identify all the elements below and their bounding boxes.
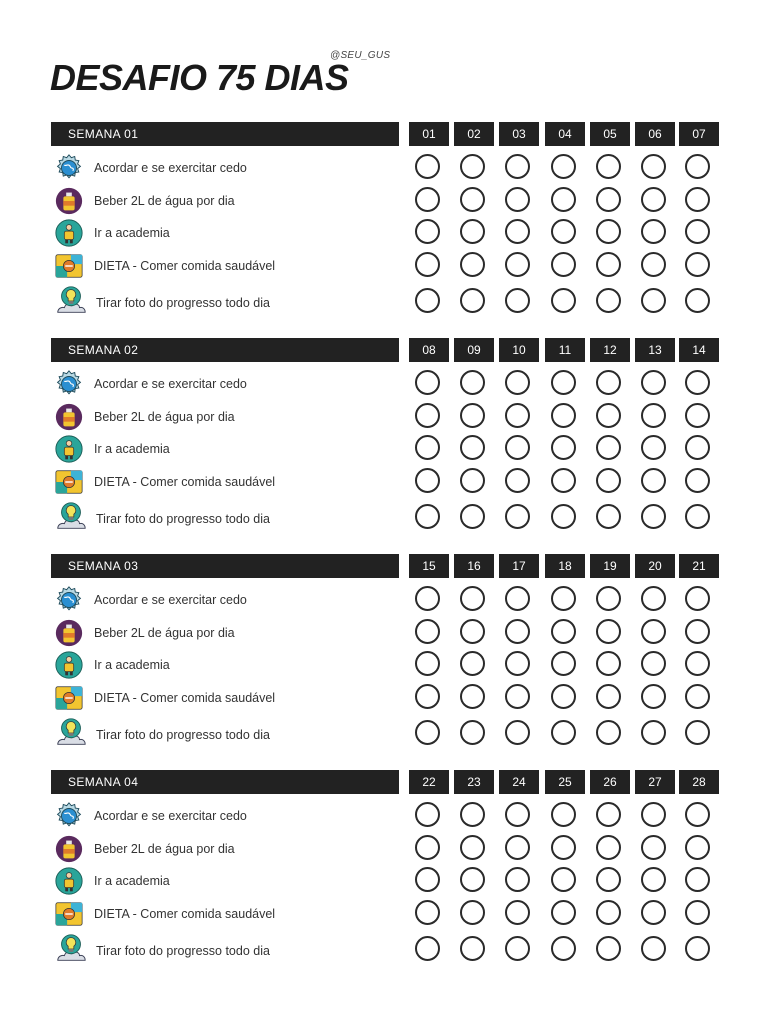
day-checkbox[interactable] (685, 187, 710, 212)
day-checkbox[interactable] (460, 219, 485, 244)
day-checkbox[interactable] (551, 288, 576, 313)
task-label: Ir a academia (94, 658, 170, 672)
task-label: Tirar foto do progresso todo dia (96, 728, 270, 742)
day-checkbox[interactable] (460, 403, 485, 428)
day-checkbox[interactable] (596, 900, 621, 925)
day-checkbox[interactable] (596, 867, 621, 892)
water-bottle-icon (53, 834, 85, 864)
task-row (51, 834, 719, 867)
week-label: SEMANA 04 (51, 770, 399, 794)
day-checkbox[interactable] (641, 684, 666, 709)
day-checkbox[interactable] (551, 651, 576, 676)
day-checkbox[interactable] (460, 435, 485, 460)
day-checkbox[interactable] (505, 900, 530, 925)
day-number: 12 (590, 338, 630, 362)
day-checkbox[interactable] (551, 720, 576, 745)
task-label: Ir a academia (94, 226, 170, 240)
task-label: Beber 2L de água por dia (94, 410, 235, 424)
day-checkbox[interactable] (685, 651, 710, 676)
day-number: 06 (635, 122, 675, 146)
water-bottle-icon (53, 186, 85, 216)
day-checkbox[interactable] (685, 219, 710, 244)
week-section (51, 338, 719, 526)
day-checkbox[interactable] (551, 684, 576, 709)
day-checkbox[interactable] (685, 835, 710, 860)
day-checkbox[interactable] (505, 370, 530, 395)
day-checkbox[interactable] (415, 802, 440, 827)
day-checkbox[interactable] (596, 252, 621, 277)
day-number: 28 (679, 770, 719, 794)
day-checkbox[interactable] (685, 154, 710, 179)
day-number: 09 (454, 338, 494, 362)
day-number: 01 (409, 122, 449, 146)
day-checkbox[interactable] (505, 504, 530, 529)
day-number: 25 (545, 770, 585, 794)
task-row (51, 467, 719, 500)
day-checkbox[interactable] (685, 586, 710, 611)
day-checkbox[interactable] (415, 219, 440, 244)
day-checkbox[interactable] (596, 288, 621, 313)
task-label: Acordar e se exercitar cedo (94, 593, 247, 607)
day-checkbox[interactable] (685, 619, 710, 644)
day-checkbox[interactable] (641, 504, 666, 529)
day-checkbox[interactable] (641, 651, 666, 676)
day-checkbox[interactable] (596, 619, 621, 644)
day-checkbox[interactable] (641, 802, 666, 827)
lightbulb-idea-icon (53, 284, 85, 314)
day-checkbox[interactable] (505, 835, 530, 860)
task-label: DIETA - Comer comida saudável (94, 475, 276, 489)
day-checkbox[interactable] (505, 219, 530, 244)
task-label: Ir a academia (94, 442, 170, 456)
gym-person-icon (53, 866, 85, 896)
gear-globe-icon (53, 585, 85, 615)
day-checkbox[interactable] (596, 684, 621, 709)
day-checkbox[interactable] (551, 403, 576, 428)
water-bottle-icon (53, 402, 85, 432)
day-checkbox[interactable] (415, 936, 440, 961)
lightbulb-idea-icon (53, 500, 85, 530)
day-checkbox[interactable] (596, 835, 621, 860)
day-checkbox[interactable] (596, 504, 621, 529)
day-checkbox[interactable] (685, 684, 710, 709)
day-checkbox[interactable] (460, 684, 485, 709)
day-checkbox[interactable] (551, 468, 576, 493)
day-checkbox[interactable] (685, 802, 710, 827)
day-checkbox[interactable] (460, 900, 485, 925)
task-label: DIETA - Comer comida saudável (94, 691, 276, 705)
healthy-food-icon (53, 251, 85, 281)
task-row (51, 218, 719, 251)
day-checkbox[interactable] (641, 468, 666, 493)
day-checkbox[interactable] (641, 900, 666, 925)
water-bottle-icon (53, 618, 85, 648)
gym-person-icon (53, 650, 85, 680)
task-row (51, 932, 719, 968)
day-checkbox[interactable] (505, 802, 530, 827)
day-checkbox[interactable] (415, 403, 440, 428)
task-label: DIETA - Comer comida saudável (94, 907, 276, 921)
task-label: Tirar foto do progresso todo dia (96, 512, 270, 526)
task-label: Beber 2L de água por dia (94, 194, 235, 208)
day-checkbox[interactable] (685, 504, 710, 529)
healthy-food-icon (53, 899, 85, 929)
day-checkbox[interactable] (551, 802, 576, 827)
day-checkbox[interactable] (551, 219, 576, 244)
day-checkbox[interactable] (641, 154, 666, 179)
day-number: 20 (635, 554, 675, 578)
day-checkbox[interactable] (460, 504, 485, 529)
day-checkbox[interactable] (641, 936, 666, 961)
week-label: SEMANA 03 (51, 554, 399, 578)
day-checkbox[interactable] (415, 370, 440, 395)
day-number: 13 (635, 338, 675, 362)
day-checkbox[interactable] (551, 435, 576, 460)
day-checkbox[interactable] (460, 154, 485, 179)
day-checkbox[interactable] (415, 154, 440, 179)
day-checkbox[interactable] (505, 435, 530, 460)
healthy-food-icon (53, 467, 85, 497)
day-checkbox[interactable] (596, 802, 621, 827)
task-row (51, 500, 719, 536)
day-checkbox[interactable] (415, 468, 440, 493)
day-checkbox[interactable] (505, 586, 530, 611)
day-number: 03 (499, 122, 539, 146)
task-label: Beber 2L de água por dia (94, 842, 235, 856)
day-checkbox[interactable] (641, 370, 666, 395)
day-checkbox[interactable] (641, 867, 666, 892)
lightbulb-idea-icon (53, 716, 85, 746)
week-section (51, 554, 719, 742)
day-number: 04 (545, 122, 585, 146)
day-checkbox[interactable] (415, 720, 440, 745)
task-label: Beber 2L de água por dia (94, 626, 235, 640)
task-row (51, 434, 719, 467)
day-checkbox[interactable] (596, 720, 621, 745)
day-number: 22 (409, 770, 449, 794)
day-number: 10 (499, 338, 539, 362)
week-section (51, 770, 719, 958)
day-checkbox[interactable] (596, 370, 621, 395)
day-checkbox[interactable] (596, 586, 621, 611)
day-checkbox[interactable] (596, 468, 621, 493)
day-checkbox[interactable] (415, 867, 440, 892)
day-checkbox[interactable] (596, 936, 621, 961)
day-checkbox[interactable] (596, 187, 621, 212)
day-number: 17 (499, 554, 539, 578)
day-checkbox[interactable] (641, 187, 666, 212)
task-row (51, 251, 719, 284)
task-row (51, 284, 719, 320)
day-checkbox[interactable] (460, 370, 485, 395)
day-checkbox[interactable] (460, 619, 485, 644)
day-checkbox[interactable] (415, 619, 440, 644)
day-checkbox[interactable] (460, 586, 485, 611)
week-section (51, 122, 719, 310)
gear-globe-icon (53, 369, 85, 399)
day-checkbox[interactable] (505, 720, 530, 745)
day-checkbox[interactable] (551, 586, 576, 611)
gym-person-icon (53, 218, 85, 248)
day-checkbox[interactable] (505, 468, 530, 493)
day-number: 16 (454, 554, 494, 578)
day-checkbox[interactable] (596, 403, 621, 428)
day-number: 15 (409, 554, 449, 578)
day-checkbox[interactable] (460, 802, 485, 827)
day-checkbox[interactable] (551, 835, 576, 860)
task-label: Ir a academia (94, 874, 170, 888)
task-row (51, 650, 719, 683)
task-row (51, 585, 719, 618)
week-label: SEMANA 01 (51, 122, 399, 146)
day-checkbox[interactable] (415, 651, 440, 676)
week-label: SEMANA 02 (51, 338, 399, 362)
day-checkbox[interactable] (505, 936, 530, 961)
day-checkbox[interactable] (641, 252, 666, 277)
healthy-food-icon (53, 683, 85, 713)
day-checkbox[interactable] (505, 288, 530, 313)
week-header (51, 554, 719, 578)
day-checkbox[interactable] (505, 403, 530, 428)
day-number: 23 (454, 770, 494, 794)
author-handle: @SEU_GUS (330, 50, 391, 61)
gear-globe-icon (53, 153, 85, 183)
gym-person-icon (53, 434, 85, 464)
day-number: 07 (679, 122, 719, 146)
day-checkbox[interactable] (505, 187, 530, 212)
day-number: 08 (409, 338, 449, 362)
day-checkbox[interactable] (415, 288, 440, 313)
day-checkbox[interactable] (415, 504, 440, 529)
day-checkbox[interactable] (685, 936, 710, 961)
day-checkbox[interactable] (596, 651, 621, 676)
day-checkbox[interactable] (641, 219, 666, 244)
day-checkbox[interactable] (460, 288, 485, 313)
day-checkbox[interactable] (415, 684, 440, 709)
day-checkbox[interactable] (460, 835, 485, 860)
day-checkbox[interactable] (685, 720, 710, 745)
day-number: 02 (454, 122, 494, 146)
task-row (51, 618, 719, 651)
day-checkbox[interactable] (505, 252, 530, 277)
day-checkbox[interactable] (505, 684, 530, 709)
day-checkbox[interactable] (641, 435, 666, 460)
day-checkbox[interactable] (460, 720, 485, 745)
day-checkbox[interactable] (415, 252, 440, 277)
day-number: 19 (590, 554, 630, 578)
day-checkbox[interactable] (551, 867, 576, 892)
day-checkbox[interactable] (460, 651, 485, 676)
day-checkbox[interactable] (551, 504, 576, 529)
day-number: 14 (679, 338, 719, 362)
task-label: Acordar e se exercitar cedo (94, 161, 247, 175)
day-number: 11 (545, 338, 585, 362)
day-checkbox[interactable] (641, 403, 666, 428)
task-row (51, 186, 719, 219)
day-checkbox[interactable] (551, 900, 576, 925)
day-checkbox[interactable] (685, 900, 710, 925)
task-label: Acordar e se exercitar cedo (94, 809, 247, 823)
day-checkbox[interactable] (596, 435, 621, 460)
day-checkbox[interactable] (641, 619, 666, 644)
task-row (51, 716, 719, 752)
day-checkbox[interactable] (415, 435, 440, 460)
day-checkbox[interactable] (641, 586, 666, 611)
day-checkbox[interactable] (415, 835, 440, 860)
day-checkbox[interactable] (551, 154, 576, 179)
task-label: Acordar e se exercitar cedo (94, 377, 247, 391)
day-checkbox[interactable] (685, 867, 710, 892)
task-label: DIETA - Comer comida saudável (94, 259, 276, 273)
day-checkbox[interactable] (685, 288, 710, 313)
task-row (51, 402, 719, 435)
day-checkbox[interactable] (551, 936, 576, 961)
task-row (51, 801, 719, 834)
day-checkbox[interactable] (415, 187, 440, 212)
day-checkbox[interactable] (641, 835, 666, 860)
day-checkbox[interactable] (685, 370, 710, 395)
day-checkbox[interactable] (641, 288, 666, 313)
week-header (51, 122, 719, 146)
task-row (51, 683, 719, 716)
day-checkbox[interactable] (551, 187, 576, 212)
day-number: 24 (499, 770, 539, 794)
day-checkbox[interactable] (460, 867, 485, 892)
day-number: 26 (590, 770, 630, 794)
week-header (51, 770, 719, 794)
page-title: DESAFIO 75 DIAS (50, 57, 349, 98)
day-checkbox[interactable] (551, 619, 576, 644)
day-checkbox[interactable] (460, 936, 485, 961)
day-checkbox[interactable] (415, 586, 440, 611)
task-row (51, 866, 719, 899)
day-checkbox[interactable] (685, 468, 710, 493)
task-label: Tirar foto do progresso todo dia (96, 296, 270, 310)
week-header (51, 338, 719, 362)
day-checkbox[interactable] (505, 154, 530, 179)
day-checkbox[interactable] (641, 720, 666, 745)
day-number: 05 (590, 122, 630, 146)
day-checkbox[interactable] (505, 651, 530, 676)
day-checkbox[interactable] (551, 370, 576, 395)
task-row (51, 153, 719, 186)
day-checkbox[interactable] (415, 900, 440, 925)
day-checkbox[interactable] (460, 187, 485, 212)
lightbulb-idea-icon (53, 932, 85, 962)
day-checkbox[interactable] (460, 468, 485, 493)
task-row (51, 899, 719, 932)
day-number: 18 (545, 554, 585, 578)
day-checkbox[interactable] (505, 867, 530, 892)
task-label: Tirar foto do progresso todo dia (96, 944, 270, 958)
day-checkbox[interactable] (460, 252, 485, 277)
task-row (51, 369, 719, 402)
day-number: 27 (635, 770, 675, 794)
day-checkbox[interactable] (685, 252, 710, 277)
day-checkbox[interactable] (596, 219, 621, 244)
day-checkbox[interactable] (551, 252, 576, 277)
day-number: 21 (679, 554, 719, 578)
gear-globe-icon (53, 801, 85, 831)
day-checkbox[interactable] (596, 154, 621, 179)
day-checkbox[interactable] (685, 403, 710, 428)
day-checkbox[interactable] (505, 619, 530, 644)
day-checkbox[interactable] (685, 435, 710, 460)
